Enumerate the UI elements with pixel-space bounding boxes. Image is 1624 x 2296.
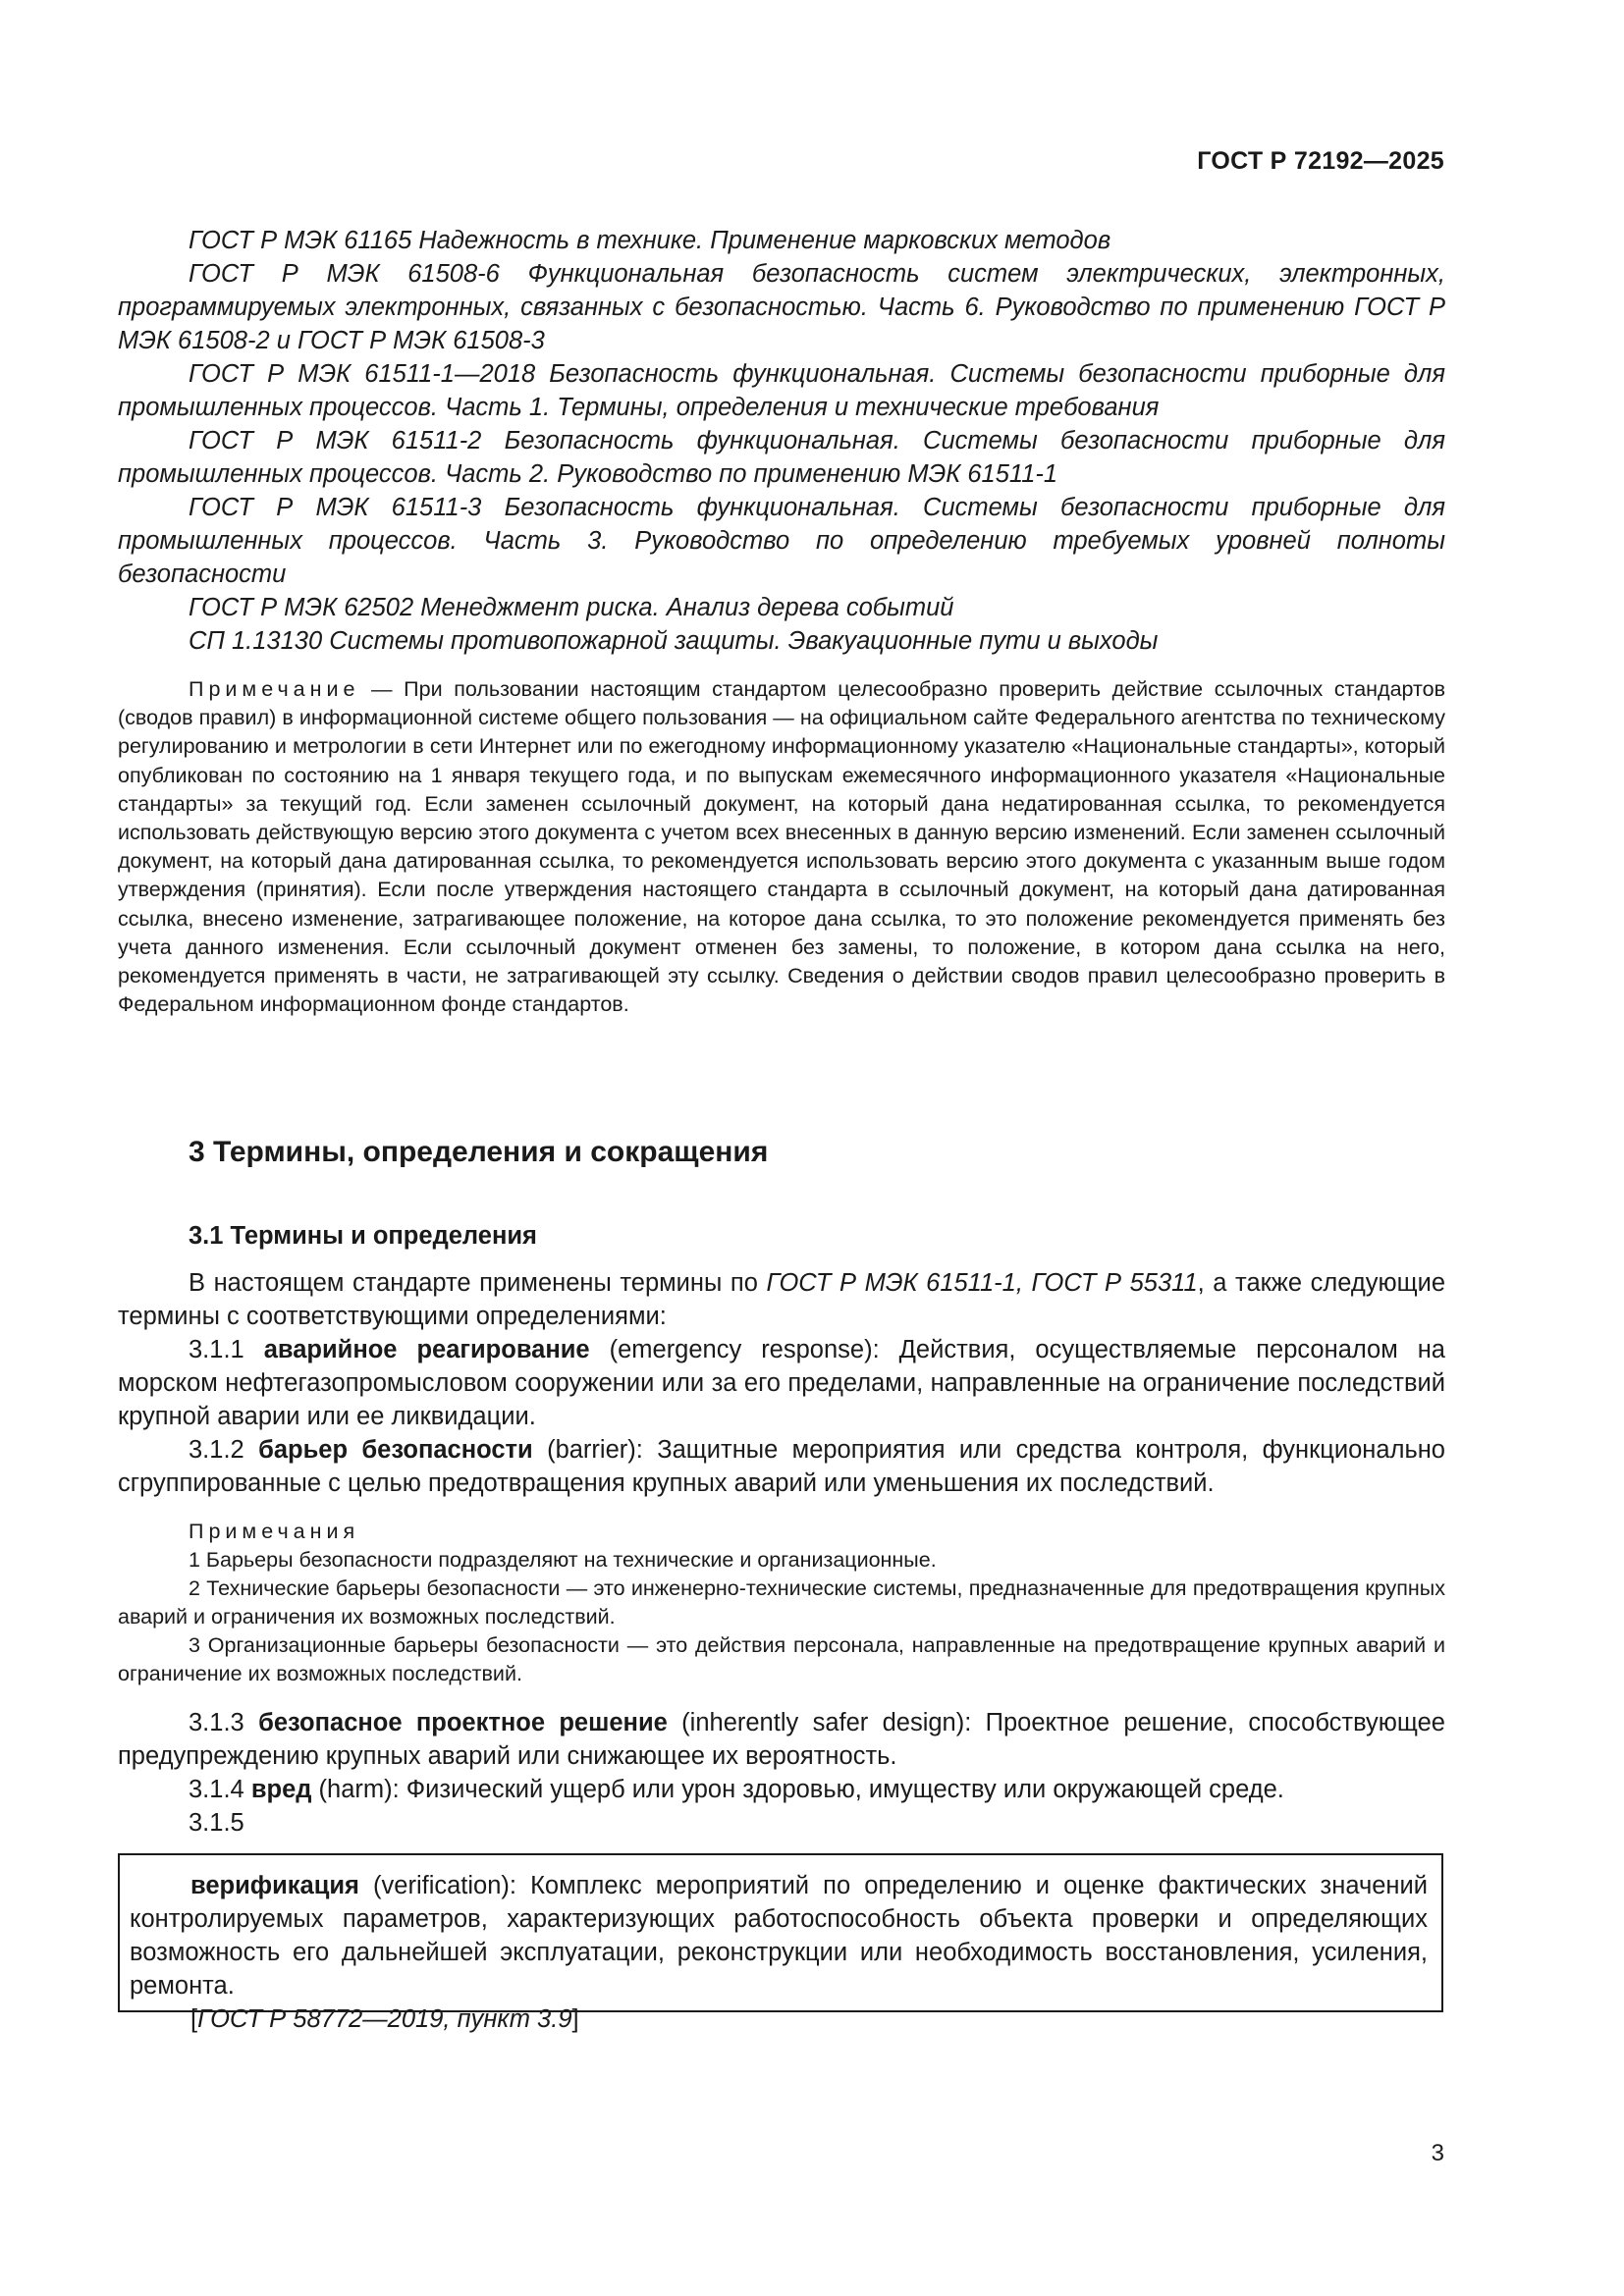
term-definition: Проектное решение, способствующее предупреждению крупных аварий или снижающее их вероятность. <box>118 1709 1445 1770</box>
boxed-definition <box>130 1869 1428 2002</box>
term-title: аварийное реагирование <box>263 1336 590 1363</box>
term-entry <box>118 1806 1445 1840</box>
note-label: Примечание <box>189 677 360 701</box>
note-item: 3 Организационные барьеры безопасности — это действия персонала, направленные на предотвращение крупных аварий и ограничение их возможных последствий. <box>118 1633 1445 1685</box>
note-item: 2 Технические барьеры безопасности — это инженерно-технические системы, предназначенные для предотвращения крупных аварий и ограничения их возможных последствий. <box>118 1576 1445 1629</box>
page-number: 3 <box>1431 2140 1444 2166</box>
term-entry <box>118 1433 1445 1500</box>
term-english: (emergency response): <box>609 1336 880 1363</box>
reference-item: СП 1.13130 Системы противопожарной защиты. Эвакуационные пути и выходы <box>189 627 1159 655</box>
term-english: (inherently safer design): <box>681 1709 972 1736</box>
term-definition: Физический ущерб или урон здоровью, имуществу или окружающей среде. <box>406 1776 1284 1803</box>
term-number: 3.1.1 <box>189 1336 244 1363</box>
terms-block-continued <box>118 1706 1445 1840</box>
boxed-term: верификация <box>190 1872 359 1899</box>
document-code: ГОСТ Р 72192—2025 <box>1197 147 1444 175</box>
term-number: 3.1.4 <box>189 1776 244 1803</box>
term-definition: Защитные мероприятия или средства контроля, функционально сгруппированные с целью предотвращения крупных аварий или уменьшения их последствий. <box>118 1436 1445 1497</box>
term-title: безопасное проектное решение <box>258 1709 668 1736</box>
intro-text-end: , а также следующие термины с соответствующими определениями: <box>118 1269 1446 1330</box>
source-reference: ГОСТ Р 58772—2019, пункт 3.9 <box>197 2005 572 2033</box>
term-entry <box>118 1706 1445 1773</box>
term-number: 3.1.5 <box>189 1809 244 1837</box>
references-note <box>118 675 1445 1019</box>
intro-references: ГОСТ Р МЭК 61511-1, ГОСТ Р 55311 <box>766 1269 1198 1297</box>
reference-item: ГОСТ Р МЭК 61511-2 Безопасность функциональная. Системы безопасности приборные для промышленных процессов. Часть 2. Руководство по применению МЭК 61511-1 <box>118 427 1445 488</box>
term-definition: Действия, осуществляемые персоналом на морском нефтегазопромысловом сооружении или за его пределами, направленные на ограничение последствий крупной аварии или ее ликвидации. <box>118 1336 1445 1430</box>
intro-text: В настоящем стандарте применены термины по <box>189 1269 767 1297</box>
reference-item: ГОСТ Р МЭК 61508-6 Функциональная безопасность систем электрических, электронных, программируемых электронных, связанных с безопасностью. Часть 6. Руководство по применению ГОСТ Р МЭК 61508-2 и ГОСТ Р МЭК 61508-3 <box>118 260 1445 354</box>
term-title: барьер безопасности <box>258 1436 533 1464</box>
borrowed-definition-box <box>118 1853 1443 2033</box>
terms-intro <box>118 1266 1445 1333</box>
term-english: (harm): <box>318 1776 400 1803</box>
barrier-notes <box>118 1518 1445 1688</box>
term-number: 3.1.2 <box>189 1436 244 1464</box>
subsection-heading: 3.1 Термины и определения <box>189 1222 537 1250</box>
reference-item: ГОСТ Р МЭК 62502 Менеджмент риска. Анализ дерева событий <box>189 594 954 621</box>
terms-block <box>118 1266 1445 1500</box>
note-item: 1 Барьеры безопасности подразделяют на технические и организационные. <box>189 1548 937 1572</box>
boxed-definition-text: Комплекс мероприятий по определению и оценке фактических значений контролируемых параметров, характеризующих работоспособность объекта проверки и определяющих возможность его дальнейшей эксплуатации, реконструкции или необходимость восстановления, усиления, ремонта. <box>130 1872 1428 2000</box>
note-paragraph <box>118 675 1445 1019</box>
note-text: — При пользовании настоящим стандартом целесообразно проверить действие ссылочных стандартов (сводов правил) в информационной системе общего пользования — на официальном сайте Федерального агентства по техническому регулированию и метрологии в сети Интернет или по ежегодному информационному указателю «Национальные стандарты», который опубликован по состоянию на 1 января текущего года, и по выпускам ежемесячного информационного указателя «Национальные стандарты» за текущий год. Если заменен ссылочный документ, на который дана недатированная ссылка, то рекомендуется использовать действующую версию этого документа с учетом всех внесенных в данную версию изменений. Если заменен ссылочный документ, на который дана датированная ссылка, то рекомендуется использовать версию этого документа с указанным выше годом утверждения (принятия). Если после утверждения настоящего стандарта в ссылочный документ, на который дана датированная ссылка, внесено изменение, затрагивающее положение, на которое дана ссылка, то это положение рекомендуется применять без учета данного изменения. Если ссылочный документ отменен без замены, то положение, в котором дана ссылка на него, рекомендуется применять в части, не затрагивающей эту ссылку. Сведения о действии сводов правил целесообразно проверить в Федеральном информационном фонде стандартов. <box>118 677 1445 1017</box>
boxed-english: (verification): <box>373 1872 516 1899</box>
definition-source: [ГОСТ Р 58772—2019, пункт 3.9] <box>190 2005 579 2033</box>
term-number: 3.1.3 <box>189 1709 244 1736</box>
term-entry <box>118 1773 1445 1806</box>
normative-references-list <box>118 224 1445 658</box>
notes-label: Примечания <box>189 1520 360 1543</box>
section-heading: 3 Термины, определения и сокращения <box>189 1136 769 1168</box>
term-english: (barrier): <box>547 1436 643 1464</box>
term-title: вред <box>250 1776 312 1803</box>
reference-item: ГОСТ Р МЭК 61511-1—2018 Безопасность функциональная. Системы безопасности приборные для промышленных процессов. Часть 1. Термины, определения и технические требования <box>118 360 1445 421</box>
reference-item: ГОСТ Р МЭК 61511-3 Безопасность функциональная. Системы безопасности приборные для промышленных процессов. Часть 3. Руководство по определению требуемых уровней полноты безопасности <box>118 494 1445 588</box>
reference-item: ГОСТ Р МЭК 61165 Надежность в технике. Применение марковских методов <box>189 227 1111 254</box>
term-entry <box>118 1333 1445 1433</box>
